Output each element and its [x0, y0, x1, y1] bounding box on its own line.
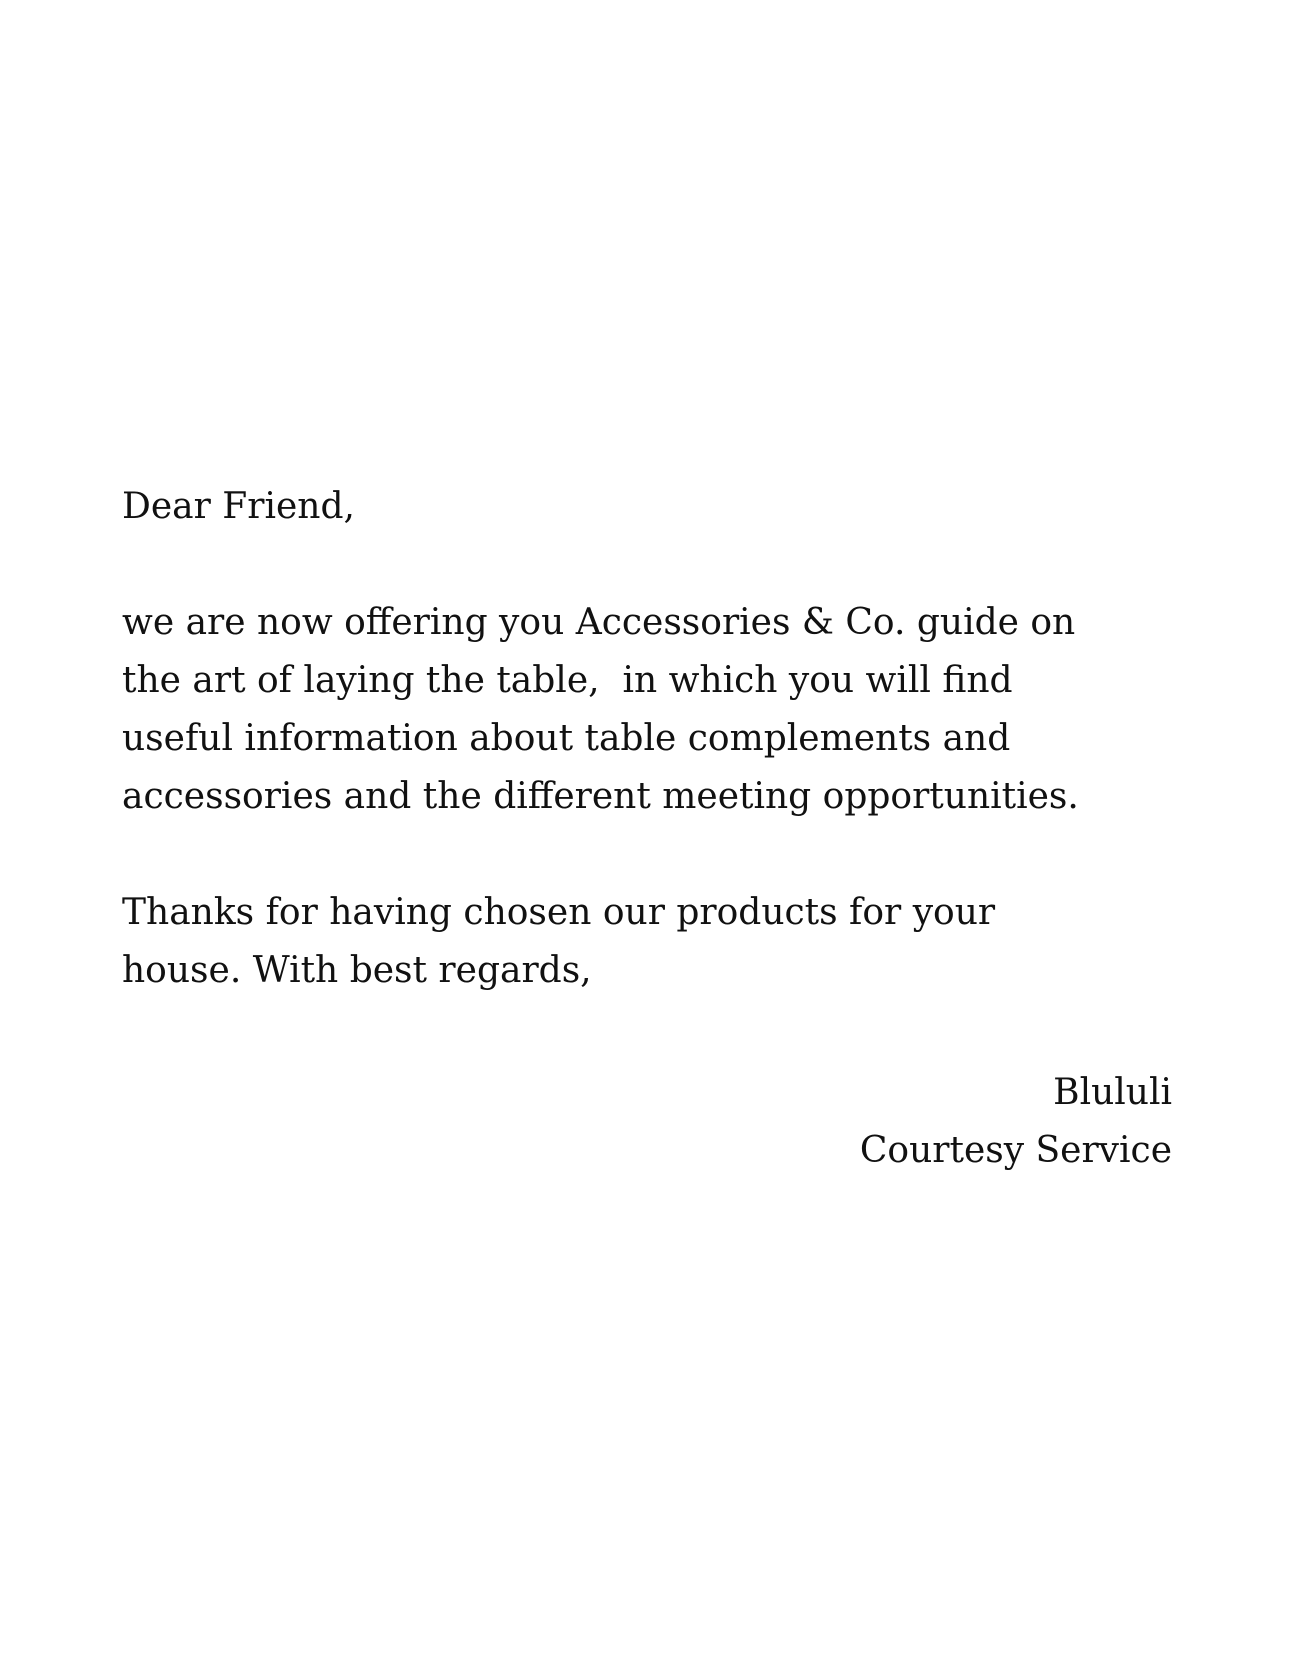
paragraph-spacer [122, 826, 1172, 884]
paragraph-thanks [122, 884, 1172, 1000]
paragraph-line: useful information about table complements and [122, 718, 1011, 759]
greeting: Dear Friend, [122, 486, 355, 527]
paragraph-line: accessories and the different meeting opportunities. [122, 776, 1079, 817]
signature-block [860, 1064, 1172, 1180]
signature-department: Courtesy Service [859, 1130, 1172, 1171]
paragraph-spacer [122, 536, 1172, 594]
paragraph-line: house. With best regards, [122, 950, 592, 991]
paragraph-offer [122, 594, 1172, 826]
signature-name: Blululi [1053, 1072, 1172, 1113]
paragraph-line: the art of laying the table, in which you will find [122, 660, 1013, 701]
letter-body [122, 478, 1172, 1000]
paragraph-line: we are now offering you Accessories & Co. guide on [122, 602, 1076, 643]
paragraph-line: Thanks for having chosen our products for your [122, 892, 996, 933]
